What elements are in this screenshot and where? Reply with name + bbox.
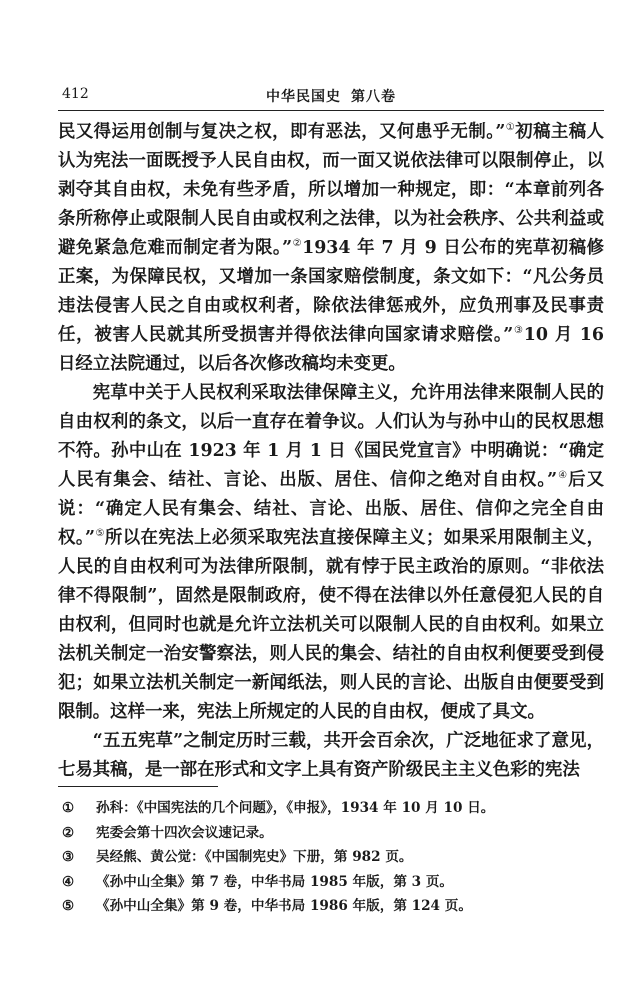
footnote-text: 孙科：《中国宪法的几个问题》，《申报》，1934 年 10 月 10 日。 [96,800,495,816]
footnote-reference: ② [292,238,303,250]
footnote-mark: ④ [62,873,75,890]
paragraph-text: 1934 年 7 月 9 日公布的宪草初稿修正案，为保障民权，又增加一条国家赔偿制度，条文如下：“凡公务员违法侵害人民之自由或权利者，除依法律惩戒外，应负刑事及民事责任，被害人民就其所受损害并得依法律向国家请求赔偿。” [58,238,604,345]
paragraph [58,118,604,379]
volume-label: 第八卷 [351,89,396,105]
footnote [62,894,602,919]
page-header [58,86,604,110]
footnote [62,845,602,870]
footnotes [62,796,602,919]
paragraph-text: “五五宪草”之制定历时三载，共开会百余次，广泛地征求了意见，七易其稿，是一部在形式和文字上具有资产阶级民主主义色彩的宪法 [58,731,604,780]
header-rule [58,110,604,111]
footnote-rule [58,786,218,787]
footnote-reference: ① [505,122,516,134]
paragraph-text: 民又得运用创制与复决之权，即有恶法，又何患乎无制。” [58,122,506,142]
paragraph-text: 所以在宪法上必须采取宪法直接保障主义；如果采用限制主义，人民的自由权利可为法律所限制，就有悖于民主政治的原则。“非依法律不得限制”，固然是限制政府，使不得在法律以外任意侵犯人民的自由权利，但同时也就是允许立法机关可以限制人民的自由权利。如果立法机关制定一治安警察法，则人民的集会、结社的自由权利便要受到侵犯；如果立法机关制定一新闻纸法，则人民的言论、出版自由便要受到限制。这样一来，宪法上所规定的人民的自由权，便成了具文。 [58,528,604,722]
paragraph-text: 宪草中关于人民权利采取法律保障主义，允许用法律来限制人民的自由权利的条文，以后一直存在着争议。人们认为与孙中山的民权思想不符。孙中山在 1923 年 1 月 1 日《国民党宣言》中明确说：“确定人民有集会、结社、言论、出版、居住、信仰之绝对自由权。” [58,383,604,490]
footnote-text: 《孙中山全集》第 7 卷，中华书局 1985 年版，第 3 页。 [96,873,454,890]
paragraph-text: 初稿主稿人认为宪法一面既授予人民自由权，而一面又说依法律可以限制停止，以剥夺其自由权，未免有些矛盾，所以增加一种规定，即：“本章前列各条所称停止或限制人民自由或权利之法律，以为社会秩序、公共利益或避免紧急危难而制定者为限。” [58,122,604,258]
footnote-reference: ④ [557,470,569,482]
footnote [62,821,602,846]
paragraph [58,379,604,727]
footnote [62,796,602,821]
footnote-mark: ① [62,800,75,816]
footnote-mark: ② [62,824,75,841]
running-head [58,86,604,106]
footnote-reference: ③ [513,325,524,337]
paragraph-text: 后又说：“确定人民有集会、结社、言论、出版、居住、信仰之完全自由权。” [58,470,604,548]
footnote-reference: ⑤ [95,528,105,540]
book-title: 中华民国史 [266,89,341,105]
footnote [62,870,602,895]
footnote-text: 吴经熊、黄公觉：《中国制宪史》下册，第 982 页。 [96,849,413,865]
footnote-text: 宪委会第十四次会议速记录。 [96,824,273,841]
paragraph-text: 10 月 16 日经立法院通过，以后各次修改稿均未变更。 [58,325,605,374]
footnote-mark: ⑤ [62,898,75,914]
page-number: 412 [62,86,89,102]
paragraph [58,727,604,785]
body-text [58,118,604,785]
footnote-text: 《孙中山全集》第 9 卷，中华书局 1986 年版，第 124 页。 [96,898,472,914]
footnote-mark: ③ [62,849,75,865]
